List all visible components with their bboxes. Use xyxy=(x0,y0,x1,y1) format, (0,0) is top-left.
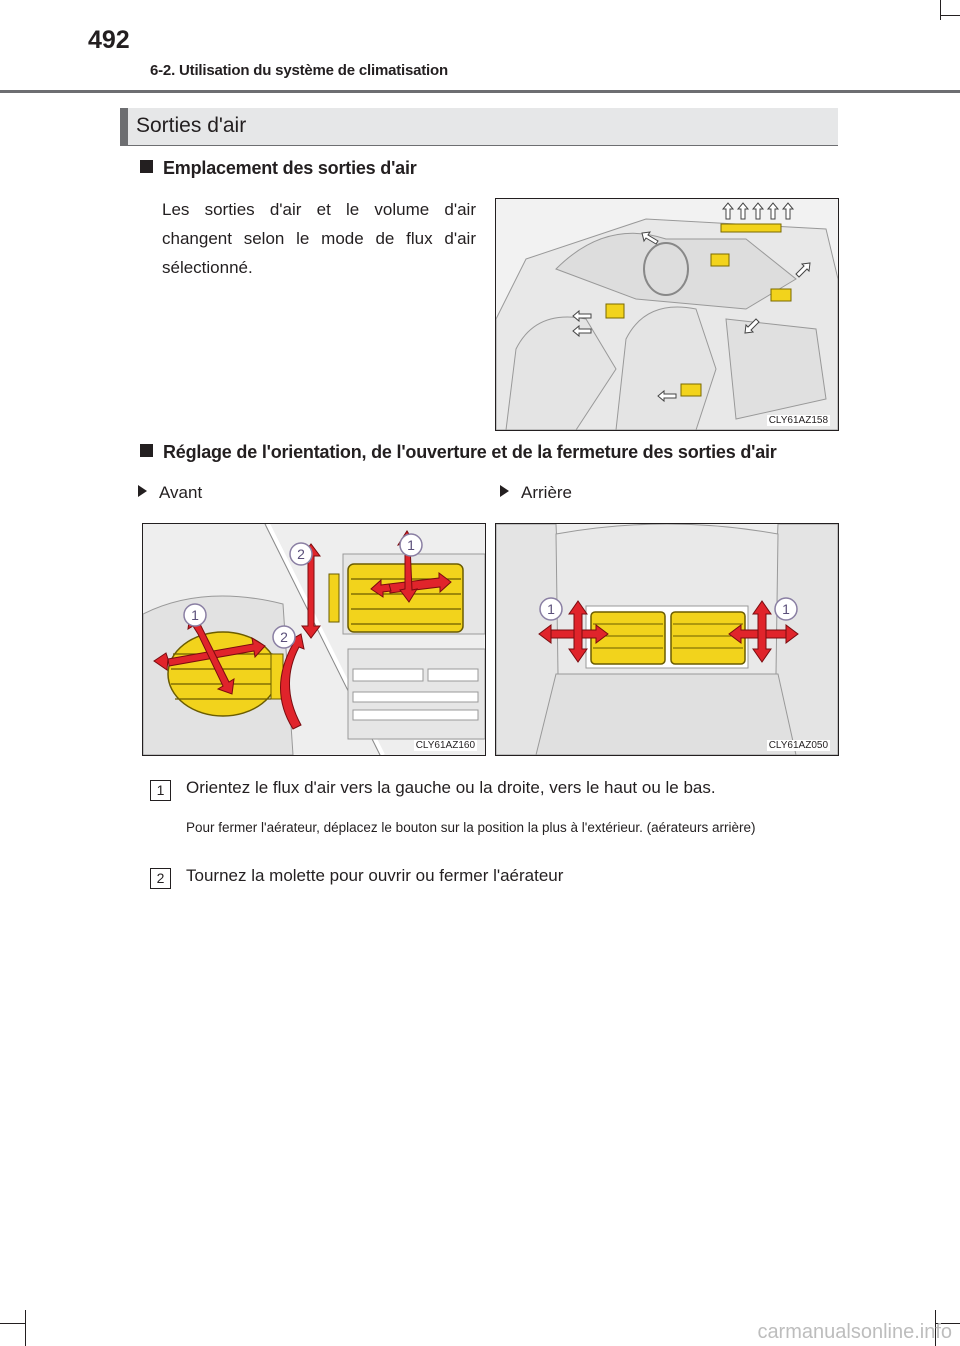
intro-paragraph: Les sorties d'air et le volume d'air changent selon le mode de flux d'air sélectionné. xyxy=(162,200,476,277)
callout-1-label: 1 xyxy=(547,601,555,617)
square-bullet-icon xyxy=(140,160,153,173)
chapter-title: 6-2. Utilisation du système de climatisation xyxy=(150,62,448,79)
label-front-text: Avant xyxy=(159,483,203,502)
front-vents-drawing xyxy=(143,524,485,755)
label-rear-text: Arrière xyxy=(521,483,573,502)
front-vents-illustration xyxy=(142,523,486,756)
crop-mark xyxy=(0,1323,25,1324)
square-bullet-icon xyxy=(140,444,153,457)
figure-code: CLY61AZ158 xyxy=(768,415,828,426)
subheading-text: Emplacement des sorties d'air xyxy=(163,158,417,178)
triangle-bullet-icon xyxy=(500,485,509,497)
crop-mark xyxy=(940,0,941,20)
item-2-text: Tournez la molette pour ouvrir ou fermer l'aérateur xyxy=(186,866,564,885)
interior-illustration xyxy=(495,198,839,431)
item-number-2: 2 xyxy=(150,868,171,889)
rear-vents-illustration xyxy=(495,523,839,756)
subheading-text: Réglage de l'orientation, de l'ouverture et de la fermeture des sorties d'air xyxy=(163,442,777,462)
rear-vents-drawing xyxy=(496,524,838,755)
callout-2-label: 2 xyxy=(280,629,288,645)
triangle-bullet-icon xyxy=(138,485,147,497)
crop-mark xyxy=(940,15,960,16)
crop-mark xyxy=(25,1310,26,1346)
section-rule xyxy=(120,145,838,146)
watermark: carmanualsonline.info xyxy=(757,1321,952,1343)
section-heading-bar xyxy=(120,108,838,145)
page-number: 492 xyxy=(88,26,130,54)
callout-1-label: 1 xyxy=(191,607,199,623)
interior-drawing xyxy=(496,199,838,430)
section-title: Sorties d'air xyxy=(136,114,247,137)
figure-code: CLY61AZ160 xyxy=(415,740,475,751)
item-1-note: Pour fermer l'aérateur, déplacez le bouton sur la position la plus à l'extérieur. (aérateurs arrière) xyxy=(186,820,756,835)
subheading-outlet-location xyxy=(140,158,417,179)
figure-code: CLY61AZ050 xyxy=(768,740,828,751)
callout-2-label: 2 xyxy=(297,546,305,562)
header-rule xyxy=(0,90,960,93)
callout-1-label: 1 xyxy=(782,601,790,617)
label-front xyxy=(138,483,202,503)
callout-1-label: 1 xyxy=(407,537,415,553)
item-1-text: Orientez le flux d'air vers la gauche ou la droite, vers le haut ou le bas. xyxy=(186,778,716,797)
section-accent xyxy=(120,108,128,145)
item-number-1: 1 xyxy=(150,780,171,801)
subheading-outlet-adjustment xyxy=(140,442,777,463)
label-rear xyxy=(500,483,572,503)
